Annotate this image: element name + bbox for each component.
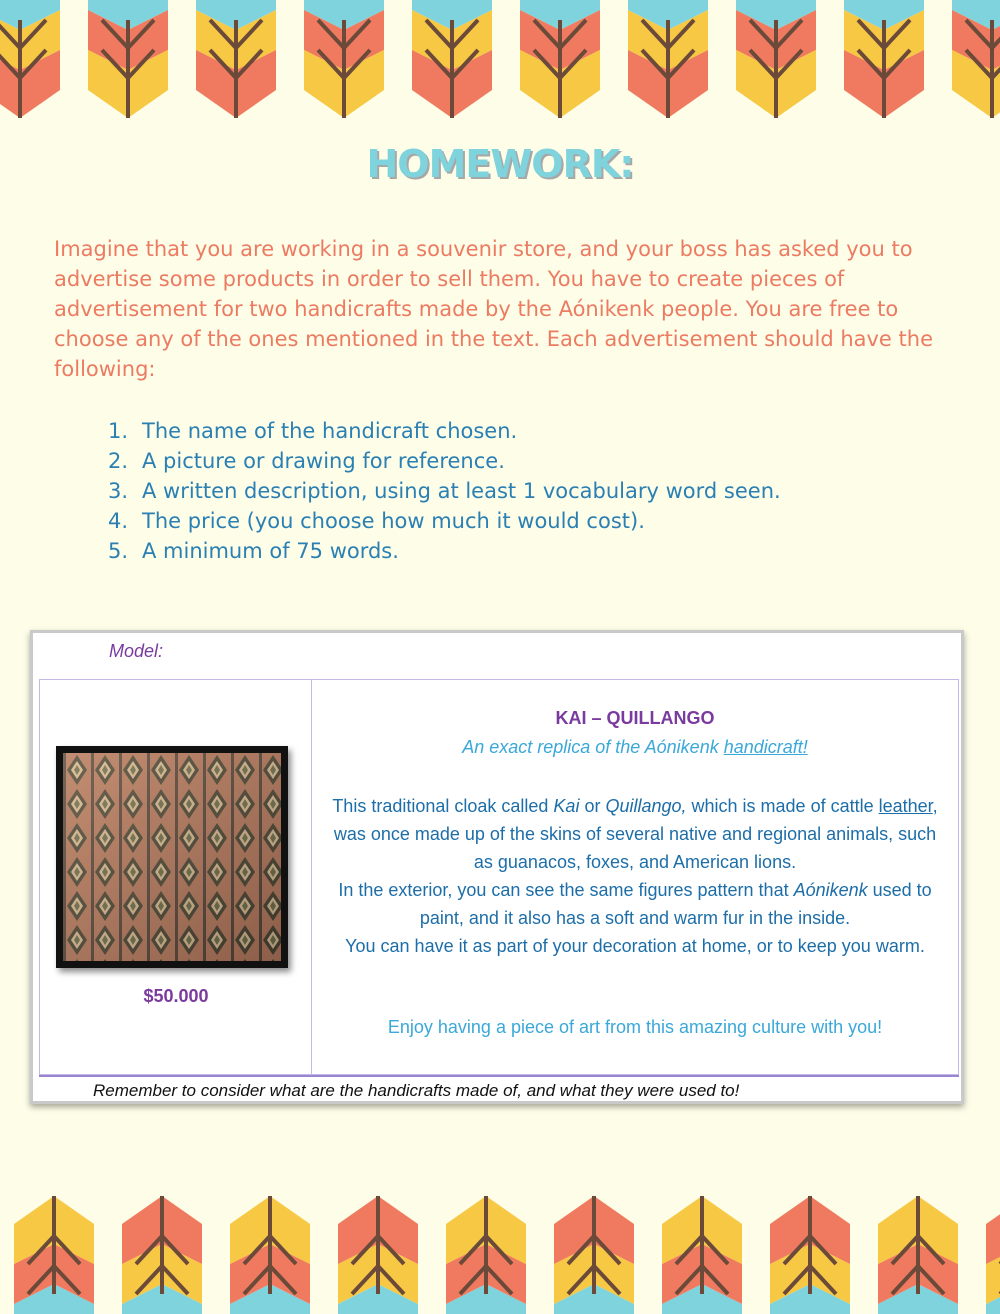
desc-paragraph-2 [322, 876, 948, 932]
list-text: A minimum of 75 words. [142, 539, 399, 563]
desc-italic: Kai [553, 796, 580, 816]
feather-icon [878, 1196, 958, 1314]
model-example-box [30, 630, 964, 1104]
ad-closing: Enjoy having a piece of art from this amazing culture with you! [387, 1017, 883, 1037]
desc-text: used to paint, and it also has a soft and warm fur in the inside. [419, 880, 932, 928]
desc-italic: Aónikenk [793, 880, 868, 900]
list-item [108, 536, 908, 566]
feather-icon [736, 0, 816, 118]
feather-icon [952, 0, 1000, 118]
feather-icon [520, 0, 600, 118]
desc-text: In the exterior, you can see the same figures pattern that [338, 880, 794, 900]
model-label: Model: [109, 641, 164, 661]
list-item [108, 446, 908, 476]
ad-title: KAI – QUILLANGO [555, 708, 715, 728]
feather-icon [196, 0, 276, 118]
ad-subtitle-underlined: handicraft! [723, 737, 808, 757]
desc-paragraph-3: You can have it as part of your decoration at home, or to keep you warm. [345, 936, 925, 956]
ad-subtitle [312, 737, 958, 758]
feather-icon [338, 1196, 418, 1314]
feather-pattern-icon [0, 0, 1000, 118]
cloak-photo [56, 746, 288, 968]
feather-icon [662, 1196, 742, 1314]
feather-icon [88, 0, 168, 118]
feather-icon [14, 1196, 94, 1314]
list-text: The name of the handicraft chosen. [142, 419, 518, 443]
feather-icon [844, 0, 924, 118]
list-text: A written description, using at least 1 vocabulary word seen. [142, 479, 781, 503]
desc-text: , was once made up of the skins of several native and regional animals, such as guanacos, foxes, and American lions. [333, 796, 938, 872]
top-feather-border [0, 0, 1000, 118]
list-item [108, 416, 908, 446]
reminder-note: Remember to consider what are the handicrafts made of, and what they were used to! [93, 1081, 740, 1100]
divider [39, 1075, 959, 1077]
desc-text: This traditional cloak called [332, 796, 554, 816]
ad-description [322, 792, 948, 960]
bottom-feather-border [0, 1196, 1000, 1314]
feather-icon [986, 1196, 1000, 1314]
desc-paragraph-1 [322, 792, 948, 876]
list-text: A picture or drawing for reference. [142, 449, 505, 473]
feather-icon [230, 1196, 310, 1314]
page-title: HOMEWORK: [366, 142, 634, 186]
instructions-paragraph: Imagine that you are working in a souvenir store, and your boss has asked you to advertise some products in order to sell them. You have to create pieces of advertisement for two handicrafts made by the Aónikenk people. You are free to choose any of the ones mentioned in the text. Each advertisement should have the following: [54, 237, 933, 381]
model-description-cell [312, 680, 958, 1074]
feather-icon [304, 0, 384, 118]
model-image-cell [40, 680, 312, 1074]
feather-icon [122, 1196, 202, 1314]
desc-text: which is made of cattle [686, 796, 879, 816]
requirements-list [108, 416, 908, 566]
feather-icon [554, 1196, 634, 1314]
model-table [39, 679, 959, 1075]
feather-icon [412, 0, 492, 118]
list-number: 5. [108, 539, 129, 563]
feather-icon [446, 1196, 526, 1314]
list-item [108, 506, 908, 536]
feather-icon [0, 0, 60, 118]
feather-icon [628, 0, 708, 118]
feather-pattern-icon [0, 1196, 1000, 1314]
cloak-pattern-icon [63, 753, 281, 961]
list-item [108, 476, 908, 506]
desc-underlined: leather [878, 796, 933, 816]
feather-icon [770, 1196, 850, 1314]
list-text: The price (you choose how much it would cost). [142, 509, 645, 533]
list-number: 3. [108, 479, 129, 503]
desc-italic: Quillango, [605, 796, 687, 816]
price-label: $50.000 [143, 986, 209, 1006]
list-number: 1. [108, 419, 129, 443]
desc-text: or [579, 796, 606, 816]
list-number: 4. [108, 509, 129, 533]
ad-subtitle-text: An exact replica of the Aónikenk [462, 737, 724, 757]
list-number: 2. [108, 449, 129, 473]
